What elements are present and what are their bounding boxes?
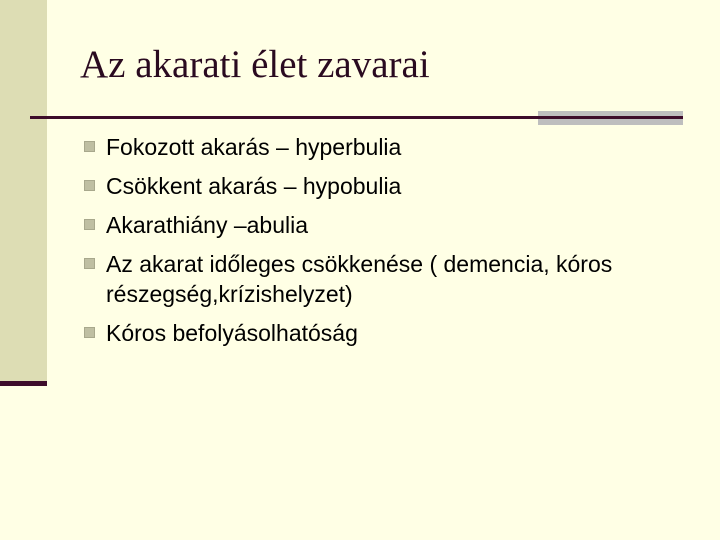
slide-title: Az akarati élet zavarai: [80, 43, 430, 86]
square-bullet-icon: [84, 180, 95, 191]
bullet-text: Csökkent akarás – hypobulia: [106, 173, 402, 199]
bullet-text: Fokozott akarás – hyperbulia: [106, 134, 402, 160]
square-bullet-icon: [84, 219, 95, 230]
square-bullet-icon: [84, 258, 95, 269]
bullet-item: [84, 171, 684, 201]
bullet-list: [84, 132, 684, 348]
square-bullet-icon: [84, 327, 95, 338]
left-bar-underline: [0, 381, 47, 386]
bullet-text: Kóros befolyásolhatóság: [106, 320, 358, 346]
bullet-text: Az akarat időleges csökkenése ( demencia, kóros részegség,krízishelyzet): [106, 251, 613, 307]
bullet-item: [84, 249, 684, 309]
title-accent-line: [538, 116, 683, 119]
bullet-text: Akarathiány –abulia: [106, 212, 309, 238]
square-bullet-icon: [84, 141, 95, 152]
left-decorative-bar: [0, 0, 47, 383]
bullet-item: [84, 210, 684, 240]
bullet-item: [84, 318, 684, 348]
bullet-item: [84, 132, 684, 162]
